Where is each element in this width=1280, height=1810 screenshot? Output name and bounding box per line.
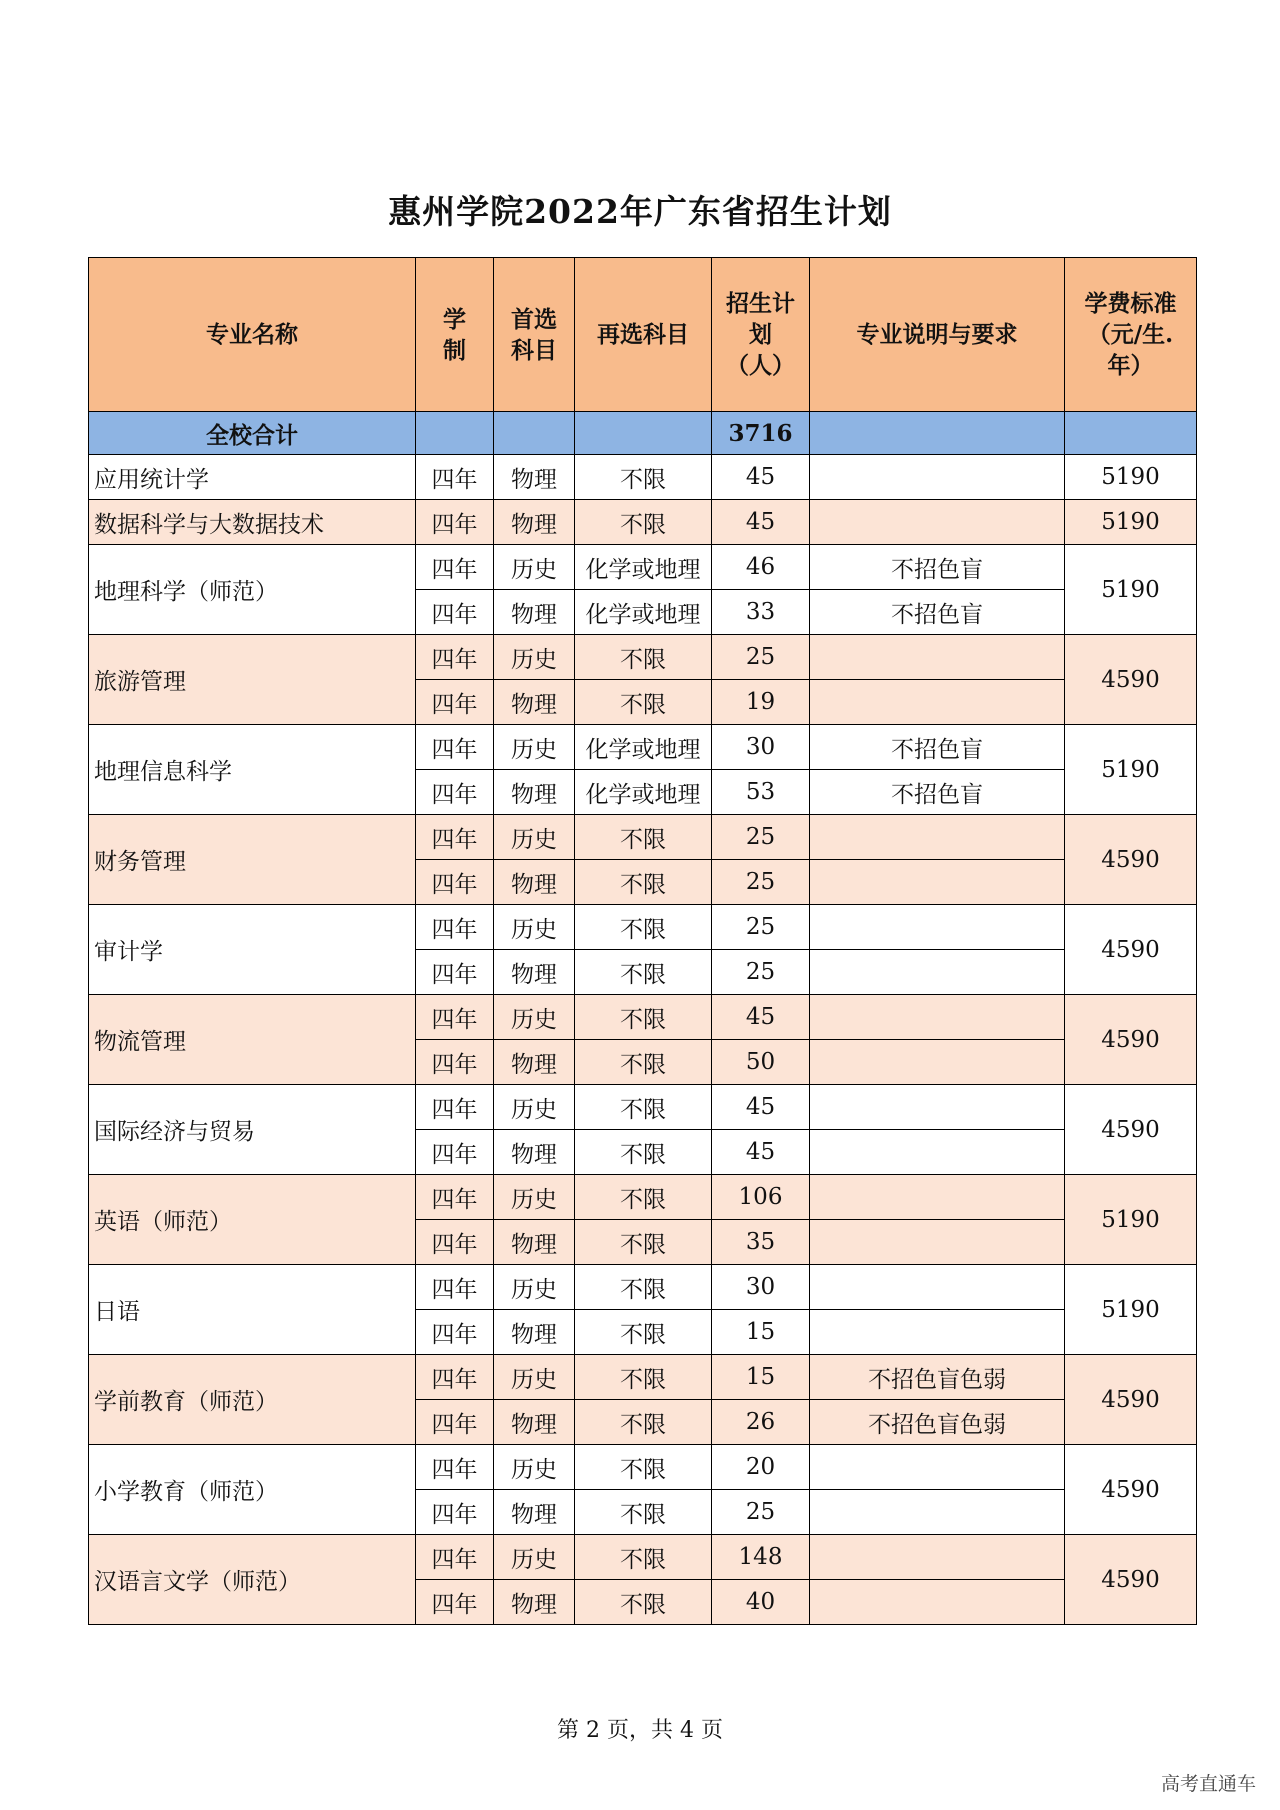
second-subject-cell: 不限 [575,1310,712,1355]
duration-cell: 四年 [416,905,494,950]
header-notes: 专业说明与要求 [810,258,1065,412]
header-plan-line2: 划 [749,321,772,348]
plan-count-cell: 25 [712,635,810,680]
second-subject-cell: 化学或地理 [575,725,712,770]
first-subject-cell: 物理 [494,860,575,905]
first-subject-cell: 历史 [494,1175,575,1220]
plan-count-cell: 26 [712,1400,810,1445]
plan-count-cell: 30 [712,1265,810,1310]
duration-cell: 四年 [416,1445,494,1490]
second-subject-cell: 不限 [575,1445,712,1490]
second-subject-cell: 不限 [575,995,712,1040]
note-cell [810,995,1065,1040]
fee-cell: 4590 [1065,905,1197,995]
second-subject-cell: 不限 [575,1085,712,1130]
header-second-subject: 再选科目 [575,258,712,412]
second-subject-cell: 不限 [575,905,712,950]
table-row [89,1085,1197,1130]
note-cell [810,815,1065,860]
note-cell [810,1085,1065,1130]
duration-cell: 四年 [416,725,494,770]
fee-cell: 4590 [1065,1085,1197,1175]
table-row [89,635,1197,680]
note-cell [810,1130,1065,1175]
total-empty-cell [810,412,1065,455]
second-subject-cell: 化学或地理 [575,545,712,590]
plan-count-cell: 25 [712,950,810,995]
header-fee-line1: 学费标准 [1084,290,1177,317]
duration-cell: 四年 [416,860,494,905]
plan-count-cell: 53 [712,770,810,815]
header-duration-line1: 学 [443,305,466,333]
first-subject-cell: 历史 [494,635,575,680]
table-header-row [89,258,1197,412]
plan-count-cell: 25 [712,1490,810,1535]
total-empty-cell [1065,412,1197,455]
table-row [89,995,1197,1040]
second-subject-cell: 不限 [575,860,712,905]
page-footer: 第 2 页，共 4 页 [557,1718,723,1743]
plan-count-cell: 15 [712,1310,810,1355]
second-subject-cell: 不限 [575,1040,712,1085]
first-subject-cell: 物理 [494,1220,575,1265]
duration-cell: 四年 [416,1580,494,1625]
header-duration [416,258,494,412]
total-count: 3716 [712,412,810,455]
plan-count-cell: 45 [712,1085,810,1130]
major-name-cell: 应用统计学 [89,455,416,500]
duration-cell: 四年 [416,1490,494,1535]
plan-count-cell: 46 [712,545,810,590]
major-name-cell: 财务管理 [89,815,416,905]
fee-cell: 4590 [1065,815,1197,905]
second-subject-cell: 不限 [575,1175,712,1220]
major-name-cell: 英语（师范） [89,1175,416,1265]
fee-cell: 5190 [1065,725,1197,815]
first-subject-cell: 历史 [494,1085,575,1130]
header-first-subject [494,258,575,412]
total-empty-cell [575,412,712,455]
second-subject-cell: 不限 [575,1130,712,1175]
enrollment-plan-table [88,257,1197,1625]
second-subject-cell: 不限 [575,1400,712,1445]
note-cell [810,1040,1065,1085]
header-first-line2: 科目 [511,336,557,364]
first-subject-cell: 物理 [494,1310,575,1355]
duration-cell: 四年 [416,590,494,635]
duration-cell: 四年 [416,1175,494,1220]
plan-count-cell: 45 [712,1130,810,1175]
fee-cell: 4590 [1065,1445,1197,1535]
duration-cell: 四年 [416,1535,494,1580]
header-fee-line2: （元/生. [1087,321,1174,348]
table-row [89,905,1197,950]
second-subject-cell: 不限 [575,950,712,995]
note-cell [810,1490,1065,1535]
plan-count-cell: 106 [712,1175,810,1220]
plan-count-cell: 30 [712,725,810,770]
duration-cell: 四年 [416,1085,494,1130]
major-name-cell: 汉语言文学（师范） [89,1535,416,1625]
header-first-line1: 首选 [511,305,557,333]
table-row [89,1535,1197,1580]
note-cell [810,1580,1065,1625]
fee-cell: 4590 [1065,1535,1197,1625]
second-subject-cell: 不限 [575,455,712,500]
duration-cell: 四年 [416,1130,494,1175]
table-row [89,500,1197,545]
duration-cell: 四年 [416,455,494,500]
plan-count-cell: 25 [712,905,810,950]
note-cell [810,635,1065,680]
note-cell: 不招色盲色弱 [810,1400,1065,1445]
note-cell [810,1535,1065,1580]
major-name-cell: 地理科学（师范） [89,545,416,635]
second-subject-cell: 化学或地理 [575,590,712,635]
header-plan-count [712,258,810,412]
duration-cell: 四年 [416,500,494,545]
table-row [89,455,1197,500]
second-subject-cell: 不限 [575,500,712,545]
first-subject-cell: 历史 [494,1445,575,1490]
first-subject-cell: 物理 [494,680,575,725]
first-subject-cell: 物理 [494,770,575,815]
duration-cell: 四年 [416,995,494,1040]
watermark: 高考直通车 [1160,1773,1256,1795]
plan-count-cell: 19 [712,680,810,725]
major-name-cell: 数据科学与大数据技术 [89,500,416,545]
table-row [89,1355,1197,1400]
plan-count-cell: 25 [712,860,810,905]
plan-count-cell: 35 [712,1220,810,1265]
duration-cell: 四年 [416,1220,494,1265]
fee-cell: 4590 [1065,1355,1197,1445]
second-subject-cell: 不限 [575,1580,712,1625]
table-row [89,725,1197,770]
note-cell [810,950,1065,995]
page-title: 惠州学院2022年广东省招生计划 [388,192,892,231]
duration-cell: 四年 [416,680,494,725]
second-subject-cell: 不限 [575,815,712,860]
plan-count-cell: 15 [712,1355,810,1400]
total-empty-cell [494,412,575,455]
second-subject-cell: 化学或地理 [575,770,712,815]
table-row [89,815,1197,860]
duration-cell: 四年 [416,815,494,860]
note-cell [810,455,1065,500]
first-subject-cell: 物理 [494,500,575,545]
first-subject-cell: 历史 [494,545,575,590]
duration-cell: 四年 [416,1265,494,1310]
note-cell [810,1445,1065,1490]
fee-cell: 4590 [1065,635,1197,725]
duration-cell: 四年 [416,770,494,815]
table-row [89,1175,1197,1220]
major-name-cell: 审计学 [89,905,416,995]
major-name-cell: 地理信息科学 [89,725,416,815]
header-plan-line3: （人） [726,352,795,379]
fee-cell: 5190 [1065,545,1197,635]
duration-cell: 四年 [416,1400,494,1445]
note-cell [810,680,1065,725]
note-cell: 不招色盲 [810,770,1065,815]
first-subject-cell: 历史 [494,1535,575,1580]
first-subject-cell: 物理 [494,1040,575,1085]
plan-count-cell: 25 [712,815,810,860]
major-name-cell: 国际经济与贸易 [89,1085,416,1175]
table-row [89,545,1197,590]
second-subject-cell: 不限 [575,1490,712,1535]
first-subject-cell: 物理 [494,1580,575,1625]
fee-cell: 5190 [1065,1175,1197,1265]
plan-count-cell: 45 [712,500,810,545]
duration-cell: 四年 [416,635,494,680]
note-cell [810,860,1065,905]
first-subject-cell: 物理 [494,1130,575,1175]
note-cell [810,905,1065,950]
total-label: 全校合计 [89,412,416,455]
note-cell [810,1175,1065,1220]
plan-count-cell: 45 [712,455,810,500]
first-subject-cell: 历史 [494,815,575,860]
note-cell [810,1310,1065,1355]
note-cell [810,1265,1065,1310]
duration-cell: 四年 [416,1310,494,1355]
duration-cell: 四年 [416,1040,494,1085]
fee-cell: 5190 [1065,455,1197,500]
note-cell: 不招色盲 [810,725,1065,770]
major-name-cell: 旅游管理 [89,635,416,725]
first-subject-cell: 历史 [494,905,575,950]
first-subject-cell: 物理 [494,950,575,995]
fee-cell: 5190 [1065,500,1197,545]
table-row [89,1445,1197,1490]
note-cell [810,1220,1065,1265]
second-subject-cell: 不限 [575,635,712,680]
major-name-cell: 物流管理 [89,995,416,1085]
plan-count-cell: 40 [712,1580,810,1625]
major-name-cell: 日语 [89,1265,416,1355]
fee-cell: 4590 [1065,995,1197,1085]
total-empty-cell [416,412,494,455]
header-plan-line1: 招生计 [726,290,795,317]
duration-cell: 四年 [416,950,494,995]
plan-count-cell: 148 [712,1535,810,1580]
major-name-cell: 学前教育（师范） [89,1355,416,1445]
first-subject-cell: 历史 [494,1355,575,1400]
plan-count-cell: 20 [712,1445,810,1490]
note-cell: 不招色盲 [810,545,1065,590]
header-fee-line3: 年） [1107,352,1154,379]
first-subject-cell: 历史 [494,1265,575,1310]
plan-count-cell: 50 [712,1040,810,1085]
major-name-cell: 小学教育（师范） [89,1445,416,1535]
second-subject-cell: 不限 [575,1535,712,1580]
table-row [89,1265,1197,1310]
second-subject-cell: 不限 [575,1265,712,1310]
total-row [89,412,1197,455]
fee-cell: 5190 [1065,1265,1197,1355]
first-subject-cell: 历史 [494,725,575,770]
first-subject-cell: 物理 [494,455,575,500]
second-subject-cell: 不限 [575,680,712,725]
note-cell [810,500,1065,545]
note-cell: 不招色盲色弱 [810,1355,1065,1400]
first-subject-cell: 物理 [494,590,575,635]
first-subject-cell: 历史 [494,995,575,1040]
plan-count-cell: 33 [712,590,810,635]
first-subject-cell: 物理 [494,1490,575,1535]
duration-cell: 四年 [416,1355,494,1400]
header-duration-line2: 制 [443,336,466,364]
second-subject-cell: 不限 [575,1220,712,1265]
header-fee [1065,258,1197,412]
duration-cell: 四年 [416,545,494,590]
note-cell: 不招色盲 [810,590,1065,635]
second-subject-cell: 不限 [575,1355,712,1400]
first-subject-cell: 物理 [494,1400,575,1445]
plan-count-cell: 45 [712,995,810,1040]
header-major-name: 专业名称 [89,258,416,412]
